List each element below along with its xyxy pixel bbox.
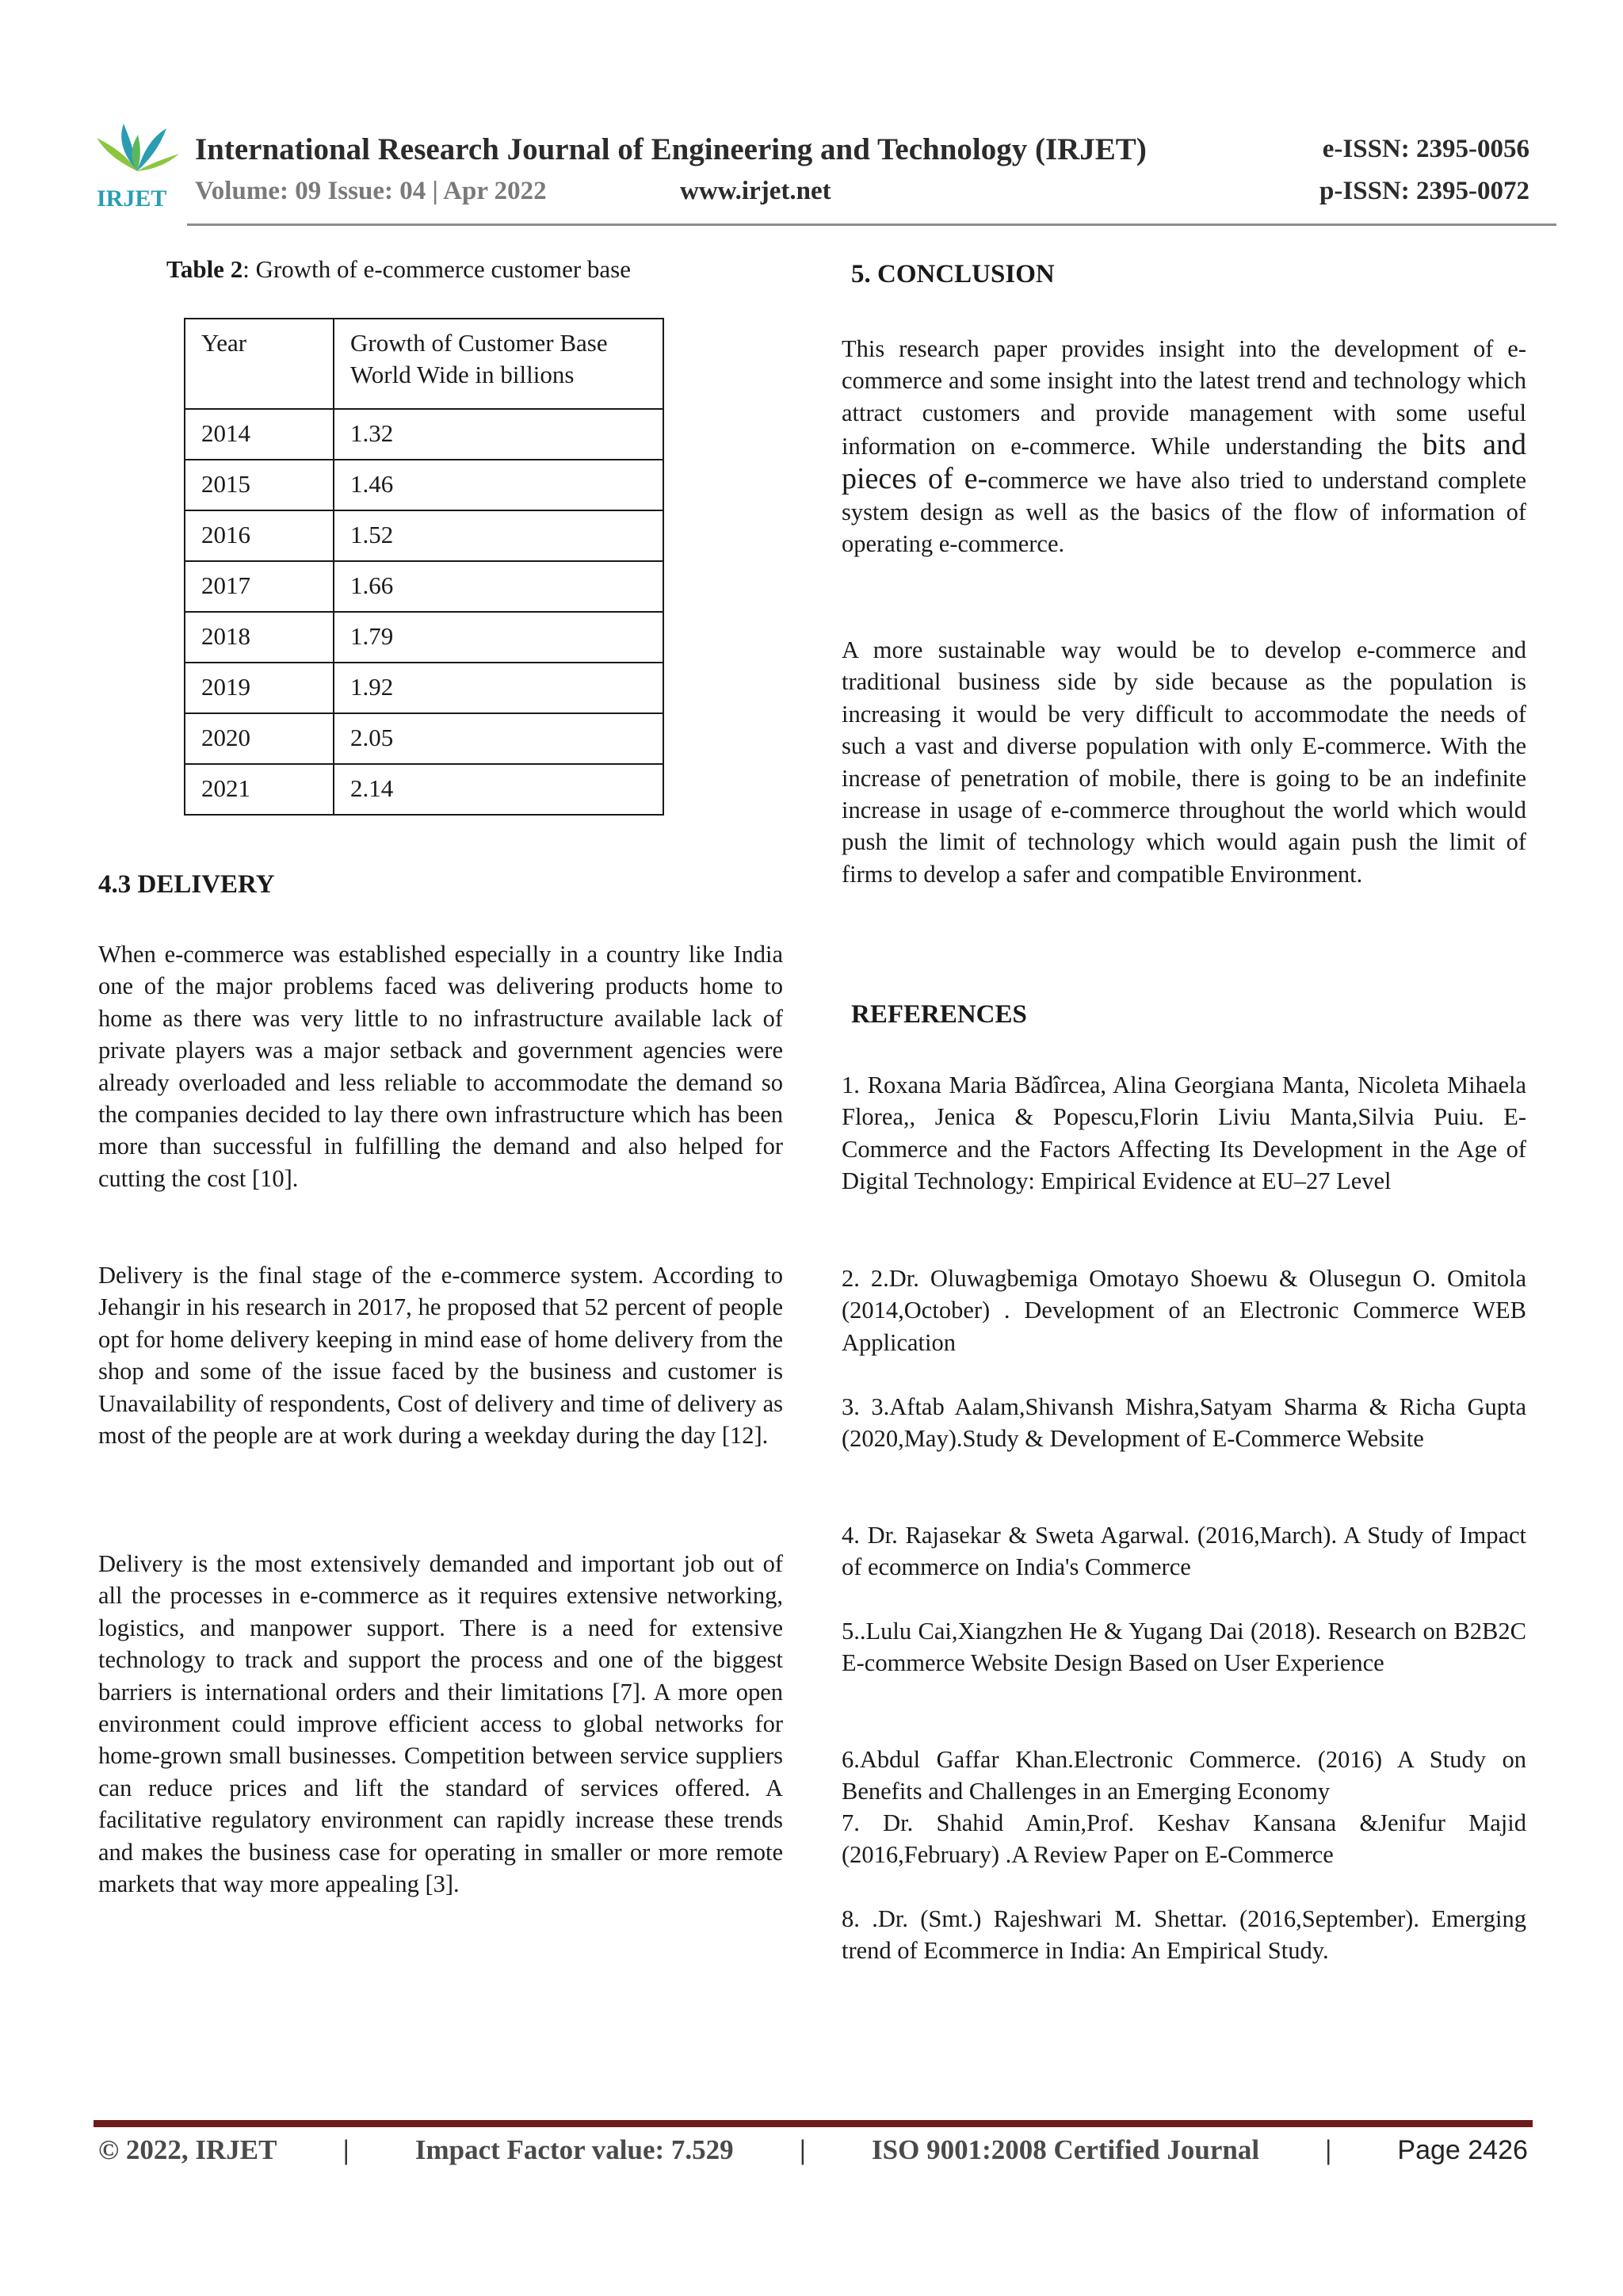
table-row (185, 561, 663, 612)
paragraph-text: When e-commerce was established especially in a country like India one of the major problems faced was delivering products home to home as there was very little to no infrastructure available lack of private players was a major setback and government agencies were already overloaded and less reliable to accommodate the demand so the companies decided to lay there own infrastructure which has been more than successful in fulfilling the demand and also helped for cutting the cost [10]. (98, 941, 783, 1192)
footer-copyright: © 2022, IRJET (98, 2134, 277, 2165)
table-cell-year: 2018 (185, 612, 334, 663)
footer-iso: ISO 9001:2008 Certified Journal (872, 2134, 1260, 2165)
delivery-paragraph-2 (98, 1259, 783, 1451)
footer-separator: | (1325, 2134, 1332, 2165)
paragraph-text: A more sustainable way would be to develop e-commerce and traditional business side by side because as the population is increasing it would be very difficult to accommodate the needs of such a vast and diverse population with only E-commerce. With the increase of penetration of mobile, there is going to be an indefinite increase in usage of e-commerce throughout the world which would push the limit of technology which would again push the limit of firms to develop a safer and compatible Environment. (842, 636, 1526, 888)
table-cell-year: 2019 (185, 663, 334, 713)
table-cell-year: 2020 (185, 713, 334, 764)
table-caption-text: : Growth of e-commerce customer base (242, 255, 631, 283)
table-cell-year: 2016 (185, 510, 334, 561)
table-caption-label: Table 2 (166, 255, 243, 283)
reference-text: 3. 3.Aftab Aalam,Shivansh Mishra,Satyam Sharma & Richa Gupta (2020,May).Study & Development of E-Commerce Website (842, 1393, 1526, 1453)
reference-item-4 (842, 1519, 1526, 1584)
table-row (185, 612, 663, 663)
table-row (185, 663, 663, 713)
paragraph-text: This research paper provides insight into the development of e-commerce and some insight into the latest trend and technology which attract customers and provide management with some useful information on e-commerce. While understanding the (842, 335, 1526, 460)
paragraph-text-large: bits and pieces of e- (842, 428, 1526, 495)
paragraph-text: Delivery is the most extensively demanded and important job out of all the processes in e-commerce as it requires extensive networking, logistics, and manpower support. There is a need for extensive technology to track and support the process and one of the biggest barriers is international orders and their limitations [7]. A more open environment could improve efficient access to global networks for home-grown small businesses. Competition between service suppliers can reduce prices and lift the standard of services offered. A facilitative regulatory environment can rapidly increase these trends and makes the business case for operating in smaller or more remote markets that way more appealing [3]. (98, 1550, 783, 1898)
table-cell-value: 1.32 (334, 409, 663, 460)
reference-text: 4. Dr. Rajasekar & Sweta Agarwal. (2016,March). A Study of Impact of ecommerce on India's Commerce (842, 1522, 1526, 1581)
delivery-paragraph-3 (98, 1548, 783, 1900)
reference-item-7 (842, 1807, 1526, 1871)
volume-issue: Volume: 09 Issue: 04 | Apr 2022 (195, 177, 547, 205)
reference-text: 7. Dr. Shahid Amin,Prof. Keshav Kansana &Jenifur Majid (2016,February) .A Review Paper on E-Commerce (842, 1809, 1526, 1869)
table-cell-year: 2015 (185, 460, 334, 510)
conclusion-paragraph-1 (842, 333, 1526, 560)
e-issn: e-ISSN: 2395-0056 (1322, 135, 1529, 163)
journal-website: www.irjet.net (680, 177, 831, 205)
table-cell-value: 1.52 (334, 510, 663, 561)
journal-title: International Research Journal of Engineering and Technology (IRJET) (195, 132, 1147, 166)
table-row (185, 409, 663, 460)
table-row (185, 460, 663, 510)
reference-item-1 (842, 1069, 1526, 1198)
table-header-row (185, 319, 663, 409)
delivery-paragraph-1 (98, 938, 783, 1194)
reference-text: 1. Roxana Maria Bădîrcea, Alina Georgiana Manta, Nicoleta Mihaela Florea,, Jenica & Popescu,Florin Liviu Manta,Silvia Puiu. E-Commerce and the Factors Affecting Its Development in the Age of Digital Technology: Empirical Evidence at EU–27 Level (842, 1072, 1526, 1195)
footer-page-number: Page 2426 (1397, 2134, 1528, 2165)
reference-text: 5..Lulu Cai,Xiangzhen He & Yugang Dai (2018). Research on B2B2C E-commerce Website Design Based on User Experience (842, 1618, 1526, 1677)
header-rule (187, 223, 1556, 226)
table-cell-value: 1.92 (334, 663, 663, 713)
table-cell-year: 2014 (185, 409, 334, 460)
conclusion-paragraph-2 (842, 634, 1526, 890)
table-row (185, 713, 663, 764)
journal-logo (94, 117, 181, 212)
table-cell-year: 2017 (185, 561, 334, 612)
logo-text: IRJET (97, 185, 167, 212)
delivery-heading: 4.3 DELIVERY (98, 870, 275, 899)
references-heading: REFERENCES (851, 1000, 1027, 1029)
reference-item-8 (842, 1903, 1526, 1967)
table-cell-value: 1.79 (334, 612, 663, 663)
paragraph-text: Delivery is the final stage of the e-commerce system. According to Jehangir in his research in 2017, he proposed that 52 percent of people opt for home delivery keeping in mind ease of home delivery from the shop and some of the issue faced by the business and customer is Unavailability of respondents, Cost of delivery and time of delivery as most of the people are at work during a weekday during the day [12]. (98, 1262, 783, 1450)
growth-table (184, 318, 664, 816)
table-header-year: Year (185, 319, 334, 409)
table-header-growth: Growth of Customer Base World Wide in billions (334, 319, 663, 409)
conclusion-heading: 5. CONCLUSION (851, 260, 1055, 288)
table-row (185, 764, 663, 815)
footer-separator: | (799, 2134, 806, 2165)
p-issn: p-ISSN: 2395-0072 (1319, 177, 1529, 205)
reference-item-6 (842, 1744, 1526, 1808)
reference-text: 2. 2.Dr. Oluwagbemiga Omotayo Shoewu & Olusegun O. Omitola (2014,October) . Development of an Electronic Commerce WEB Application (842, 1265, 1526, 1356)
table-cell-value: 1.46 (334, 460, 663, 510)
paragraph-text: commerce we have also tried to understand complete system design as well as the basics of the flow of information of operating e-commerce. (842, 466, 1526, 558)
table-row (185, 510, 663, 561)
reference-text: 6.Abdul Gaffar Khan.Electronic Commerce. (2016) A Study on Benefits and Challenges in an Emerging Economy (842, 1746, 1526, 1805)
table-cell-value: 2.14 (334, 764, 663, 815)
table-cell-value: 2.05 (334, 713, 663, 764)
page-footer (98, 2134, 1528, 2166)
table-cell-year: 2021 (185, 764, 334, 815)
footer-rule (94, 2120, 1533, 2127)
table-cell-value: 1.66 (334, 561, 663, 612)
reference-item-2 (842, 1263, 1526, 1358)
reference-item-3 (842, 1391, 1526, 1455)
table-caption (166, 255, 631, 284)
footer-impact-factor: Impact Factor value: 7.529 (414, 2134, 734, 2165)
irjet-logo-icon (94, 117, 181, 212)
reference-item-5 (842, 1615, 1526, 1679)
reference-text: 8. .Dr. (Smt.) Rajeshwari M. Shettar. (2016,September). Emerging trend of Ecommerce in India: An Empirical Study. (842, 1905, 1526, 1965)
footer-separator: | (342, 2134, 349, 2165)
